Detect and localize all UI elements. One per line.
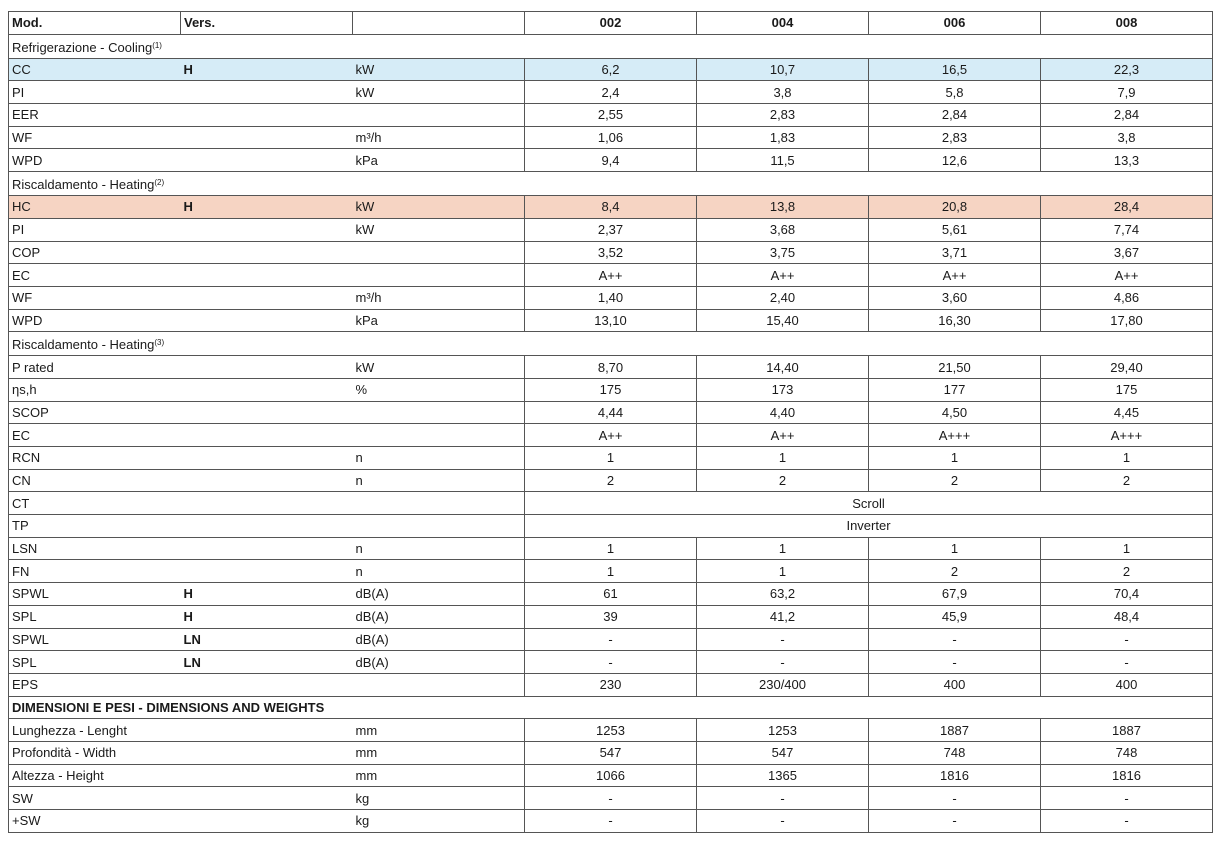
value-cell: 4,86 [1041,286,1213,309]
table-row [9,196,1213,219]
value-cell: 67,9 [869,583,1041,606]
table-row [9,332,1213,356]
version-code [181,447,353,470]
value-cell: 1 [697,447,869,470]
param-label: CN [9,469,181,492]
value-cell: 1816 [1041,764,1213,787]
version-code [181,378,353,401]
param-label: WF [9,286,181,309]
version-code [181,469,353,492]
table-row [9,673,1213,696]
value-cell: 4,50 [869,401,1041,424]
value-cell: 4,40 [697,401,869,424]
value-cell: - [697,628,869,651]
value-cell: 1 [525,447,697,470]
param-label: SPL [9,605,181,628]
value-cell: 2 [525,469,697,492]
table-row [9,149,1213,172]
value-cell: 1887 [1041,719,1213,742]
value-cell: - [1041,787,1213,810]
value-cell: 5,61 [869,218,1041,241]
table-row [9,447,1213,470]
table-row [9,241,1213,264]
unit-cell: m³/h [353,126,525,149]
unit-cell [353,492,525,515]
value-cell: 17,80 [1041,309,1213,332]
version-code [181,149,353,172]
value-cell: 8,4 [525,196,697,219]
value-cell: 2 [697,469,869,492]
param-label: WF [9,126,181,149]
value-cell: 1,06 [525,126,697,149]
section-title: Riscaldamento - Heating [12,177,155,193]
value-cell: 2 [1041,469,1213,492]
header-row [9,12,1213,35]
version-code [181,537,353,560]
unit-cell [353,401,525,424]
table-row [9,583,1213,606]
table-row [9,264,1213,287]
value-cell: 1 [697,537,869,560]
table-row [9,34,1213,58]
value-cell: - [869,651,1041,674]
value-cell: - [1041,628,1213,651]
value-cell: 16,5 [869,58,1041,81]
value-cell: 14,40 [697,356,869,379]
value-cell: 400 [869,673,1041,696]
value-cell: A+++ [869,424,1041,447]
table-row [9,58,1213,81]
value-cell: 6,2 [525,58,697,81]
specs-table [8,11,1213,833]
unit-cell: kg [353,787,525,810]
value-cell: 1 [1041,447,1213,470]
param-label: SCOP [9,401,181,424]
table-row [9,560,1213,583]
unit-cell: mm [353,764,525,787]
param-label: WPD [9,149,181,172]
table-row [9,810,1213,833]
section-title: Riscaldamento - Heating [12,337,155,353]
value-cell: - [1041,810,1213,833]
value-cell: A++ [697,264,869,287]
param-label: CC [9,58,181,81]
section-title: Refrigerazione - Cooling [12,39,153,55]
header-unit [353,12,525,35]
table-row [9,104,1213,127]
value-cell: 1,83 [697,126,869,149]
version-code: H [181,58,353,81]
value-cell: 1 [525,537,697,560]
value-cell: - [525,787,697,810]
value-cell: 41,2 [697,605,869,628]
param-label: SPWL [9,583,181,606]
param-label: Altezza - Height [9,764,181,787]
value-cell: A++ [525,264,697,287]
section-footnote: (1) [152,40,162,50]
section-header [9,34,1213,58]
value-cell: - [525,651,697,674]
value-cell: 3,71 [869,241,1041,264]
unit-cell [353,515,525,538]
value-cell: 2,37 [525,218,697,241]
unit-cell: n [353,469,525,492]
table-row [9,172,1213,196]
value-cell: 21,50 [869,356,1041,379]
version-code [181,560,353,583]
param-label: EER [9,104,181,127]
value-cell: 1,40 [525,286,697,309]
param-label: PI [9,218,181,241]
unit-cell: kW [353,81,525,104]
table-row [9,424,1213,447]
version-code [181,241,353,264]
value-cell: 3,60 [869,286,1041,309]
value-cell: 2,4 [525,81,697,104]
version-code [181,286,353,309]
table-row [9,469,1213,492]
value-cell: 748 [1041,741,1213,764]
value-cell: 1253 [697,719,869,742]
merged-value: Scroll [525,492,1213,515]
value-cell: A++ [697,424,869,447]
param-label: P rated [9,356,181,379]
value-cell: 3,8 [1041,126,1213,149]
value-cell: 1 [697,560,869,583]
section-footnote: (3) [154,338,165,348]
value-cell: 1 [1041,537,1213,560]
value-cell: 2,84 [1041,104,1213,127]
value-cell: 1066 [525,764,697,787]
unit-cell: kg [353,810,525,833]
version-code [181,401,353,424]
value-cell: A+++ [1041,424,1213,447]
value-cell: A++ [1041,264,1213,287]
value-cell: 7,9 [1041,81,1213,104]
value-cell: 15,40 [697,309,869,332]
unit-cell [353,241,525,264]
version-code [181,81,353,104]
value-cell: - [525,810,697,833]
value-cell: 48,4 [1041,605,1213,628]
value-cell: 3,8 [697,81,869,104]
table-row [9,286,1213,309]
param-label: SPL [9,651,181,674]
value-cell: 2 [869,469,1041,492]
value-cell: - [525,628,697,651]
table-row [9,401,1213,424]
value-cell: 1365 [697,764,869,787]
value-cell: 10,7 [697,58,869,81]
param-label: LSN [9,537,181,560]
header-model-002: 002 [525,12,697,35]
version-code [181,218,353,241]
unit-cell [353,264,525,287]
param-label: Profondità - Width [9,741,181,764]
unit-cell: mm [353,719,525,742]
unit-cell: dB(A) [353,651,525,674]
value-cell: 7,74 [1041,218,1213,241]
table-row [9,605,1213,628]
value-cell: - [869,787,1041,810]
value-cell: 12,6 [869,149,1041,172]
value-cell: 2 [869,560,1041,583]
unit-cell [353,104,525,127]
table-row [9,492,1213,515]
value-cell: 9,4 [525,149,697,172]
value-cell: 28,4 [1041,196,1213,219]
param-label: HC [9,196,181,219]
value-cell: 547 [525,741,697,764]
unit-cell: kW [353,218,525,241]
unit-cell: kW [353,58,525,81]
unit-cell: kW [353,356,525,379]
version-code [181,356,353,379]
unit-cell: n [353,560,525,583]
value-cell: - [1041,651,1213,674]
section-header [9,332,1213,356]
unit-cell [353,424,525,447]
unit-cell: kPa [353,149,525,172]
table-row [9,356,1213,379]
value-cell: 400 [1041,673,1213,696]
value-cell: 3,52 [525,241,697,264]
param-label: EC [9,264,181,287]
version-code [181,126,353,149]
value-cell: 2,83 [869,126,1041,149]
section-footnote: (2) [154,178,165,188]
header-model-006: 006 [869,12,1041,35]
version-code: H [181,605,353,628]
section-title: DIMENSIONI E PESI - DIMENSIONS AND WEIGHTS [12,699,325,715]
value-cell: 4,44 [525,401,697,424]
version-code [181,741,353,764]
header-model-008: 008 [1041,12,1213,35]
value-cell: 2 [1041,560,1213,583]
value-cell: 13,3 [1041,149,1213,172]
param-label: ηs,h [9,378,181,401]
value-cell: 4,45 [1041,401,1213,424]
unit-cell: dB(A) [353,605,525,628]
unit-cell: dB(A) [353,628,525,651]
table-row [9,378,1213,401]
unit-cell [353,673,525,696]
table-row [9,309,1213,332]
param-label: +SW [9,810,181,833]
value-cell: 1887 [869,719,1041,742]
value-cell: - [697,787,869,810]
param-label: PI [9,81,181,104]
value-cell: A++ [525,424,697,447]
table-row [9,515,1213,538]
value-cell: 2,83 [697,104,869,127]
version-code [181,264,353,287]
version-code [181,673,353,696]
value-cell: - [697,651,869,674]
version-code [181,309,353,332]
param-label: SPWL [9,628,181,651]
unit-cell: n [353,537,525,560]
value-cell: 2,84 [869,104,1041,127]
value-cell: 3,67 [1041,241,1213,264]
value-cell: A++ [869,264,1041,287]
merged-value: Inverter [525,515,1213,538]
unit-cell: m³/h [353,286,525,309]
version-code [181,810,353,833]
section-header [9,172,1213,196]
value-cell: - [697,810,869,833]
version-code [181,764,353,787]
table-row [9,696,1213,719]
version-code [181,104,353,127]
value-cell: 70,4 [1041,583,1213,606]
value-cell: 1816 [869,764,1041,787]
table-row [9,218,1213,241]
table-row [9,537,1213,560]
value-cell: 16,30 [869,309,1041,332]
value-cell: 177 [869,378,1041,401]
header-vers: Vers. [181,12,353,35]
value-cell: 173 [697,378,869,401]
value-cell: 547 [697,741,869,764]
table-row [9,741,1213,764]
unit-cell: kPa [353,309,525,332]
table-row [9,81,1213,104]
param-label: EPS [9,673,181,696]
value-cell: 29,40 [1041,356,1213,379]
param-label: CT [9,492,181,515]
table-body [9,34,1213,832]
value-cell: 13,10 [525,309,697,332]
param-label: WPD [9,309,181,332]
param-label: TP [9,515,181,538]
value-cell: 45,9 [869,605,1041,628]
value-cell: 11,5 [697,149,869,172]
param-label: SW [9,787,181,810]
param-label: RCN [9,447,181,470]
value-cell: 748 [869,741,1041,764]
value-cell: 1 [869,447,1041,470]
version-code [181,424,353,447]
value-cell: - [869,628,1041,651]
unit-cell: kW [353,196,525,219]
unit-cell: n [353,447,525,470]
value-cell: 8,70 [525,356,697,379]
param-label: Lunghezza - Lenght [9,719,181,742]
param-label: EC [9,424,181,447]
value-cell: 63,2 [697,583,869,606]
table-row [9,764,1213,787]
version-code: LN [181,628,353,651]
table-row [9,126,1213,149]
value-cell: 1 [525,560,697,583]
table-row [9,628,1213,651]
value-cell: 2,40 [697,286,869,309]
version-code [181,787,353,810]
param-label: COP [9,241,181,264]
version-code: LN [181,651,353,674]
value-cell: - [869,810,1041,833]
value-cell: 20,8 [869,196,1041,219]
value-cell: 61 [525,583,697,606]
value-cell: 5,8 [869,81,1041,104]
value-cell: 1253 [525,719,697,742]
version-code [181,492,353,515]
value-cell: 175 [525,378,697,401]
value-cell: 2,55 [525,104,697,127]
section-header [9,696,1213,719]
value-cell: 1 [869,537,1041,560]
header-mod: Mod. [9,12,181,35]
version-code: H [181,196,353,219]
value-cell: 3,75 [697,241,869,264]
table-row [9,787,1213,810]
unit-cell: dB(A) [353,583,525,606]
value-cell: 13,8 [697,196,869,219]
header-model-004: 004 [697,12,869,35]
value-cell: 39 [525,605,697,628]
table-row [9,651,1213,674]
value-cell: 230/400 [697,673,869,696]
version-code [181,719,353,742]
unit-cell: % [353,378,525,401]
version-code [181,515,353,538]
version-code: H [181,583,353,606]
table-row [9,719,1213,742]
value-cell: 22,3 [1041,58,1213,81]
value-cell: 3,68 [697,218,869,241]
param-label: FN [9,560,181,583]
unit-cell: mm [353,741,525,764]
value-cell: 230 [525,673,697,696]
value-cell: 175 [1041,378,1213,401]
